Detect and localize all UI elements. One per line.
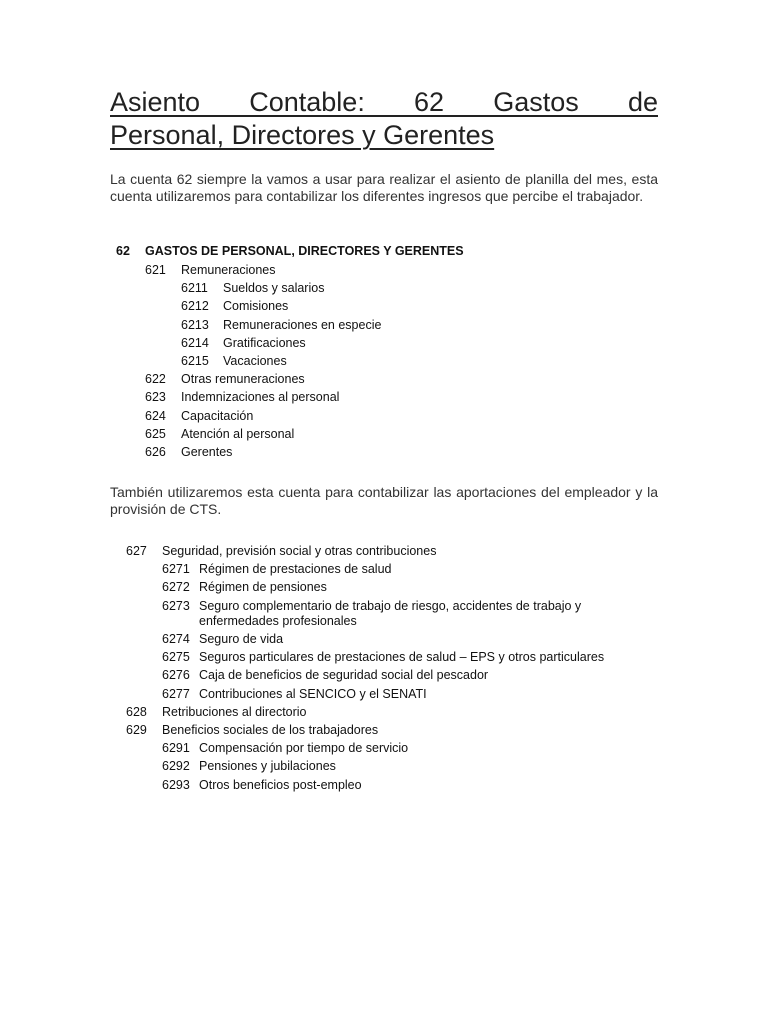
middle-paragraph: También utilizaremos esta cuenta para contabilizar las aportaciones del empleador y la provisión de CTS. xyxy=(110,484,658,517)
account-code: 624 xyxy=(145,408,166,423)
account-code: 622 xyxy=(145,372,166,387)
account-code: 6273 xyxy=(162,598,190,613)
account-name: Beneficios sociales de los trabajadores xyxy=(162,723,379,737)
document-body xyxy=(110,86,658,205)
account-name: Seguros particulares de prestaciones de salud – EPS y otros particulares xyxy=(199,650,605,665)
account-name: Gerentes xyxy=(181,445,233,459)
account-name: Contribuciones al SENCICO y el SENATI xyxy=(199,686,427,701)
page-title xyxy=(110,86,658,152)
account-code: 623 xyxy=(145,390,166,405)
intro-paragraph: La cuenta 62 siempre la vamos a usar para realizar el asiento de planilla del mes, esta cuenta utilizaremos para contabilizar los diferentes ingresos que percibe el trabajador. xyxy=(110,171,658,204)
account-name: Indemnizaciones al personal xyxy=(181,390,340,405)
account-code: 6211 xyxy=(181,281,208,296)
account-name: Otras remuneraciones xyxy=(181,372,305,387)
account-code: 6214 xyxy=(181,335,209,350)
account-name: Seguro de vida xyxy=(199,632,284,646)
account-code: 62 xyxy=(116,244,130,258)
account-code: 6215 xyxy=(181,354,209,368)
account-name: Comisiones xyxy=(223,299,289,314)
account-code: 629 xyxy=(126,723,147,737)
account-code: 6271 xyxy=(162,562,190,577)
account-code: 628 xyxy=(126,704,147,719)
account-name: Seguridad, previsión social y otras contribuciones xyxy=(162,544,437,558)
account-code: 6291 xyxy=(162,741,190,756)
account-code: 6272 xyxy=(162,580,190,595)
account-name: GASTOS DE PERSONAL, DIRECTORES Y GERENTES xyxy=(145,244,464,258)
account-code: 6293 xyxy=(162,777,190,792)
page-title-line-2: Personal, Directores y Gerentes xyxy=(110,120,495,150)
account-code: 6292 xyxy=(162,759,190,774)
account-name: Pensiones y jubilaciones xyxy=(199,759,336,774)
account-name: Caja de beneficios de seguridad social del pescador xyxy=(199,668,489,683)
account-name: Atención al personal xyxy=(181,426,295,441)
account-name: Remuneraciones en especie xyxy=(223,317,382,332)
account-name-continued: enfermedades profesionales xyxy=(199,613,357,628)
account-code: 621 xyxy=(145,263,166,277)
account-code: 626 xyxy=(145,445,166,459)
page-title-line-1: Asiento Contable: 62 Gastos de xyxy=(110,87,658,117)
account-name: Régimen de pensiones xyxy=(199,580,327,595)
account-name: Remuneraciones xyxy=(181,263,276,277)
account-name: Seguro complementario de trabajo de riesgo, accidentes de trabajo y xyxy=(199,598,582,613)
account-name: Gratificaciones xyxy=(223,335,306,350)
account-code: 6275 xyxy=(162,650,190,665)
account-code: 6277 xyxy=(162,686,190,701)
account-name: Vacaciones xyxy=(223,354,287,368)
account-code: 6276 xyxy=(162,668,190,683)
account-code: 6213 xyxy=(181,317,209,332)
account-code: 627 xyxy=(126,544,147,558)
account-name: Compensación por tiempo de servicio xyxy=(199,741,409,756)
account-name: Retribuciones al directorio xyxy=(162,704,307,719)
account-code: 6274 xyxy=(162,632,190,646)
account-name: Otros beneficios post-empleo xyxy=(199,777,362,792)
account-name: Capacitación xyxy=(181,408,254,423)
account-name: Sueldos y salarios xyxy=(223,281,325,296)
account-code: 625 xyxy=(145,426,166,441)
account-code: 6212 xyxy=(181,299,209,314)
account-name: Régimen de prestaciones de salud xyxy=(199,562,392,577)
middle-paragraph-block xyxy=(110,484,658,518)
